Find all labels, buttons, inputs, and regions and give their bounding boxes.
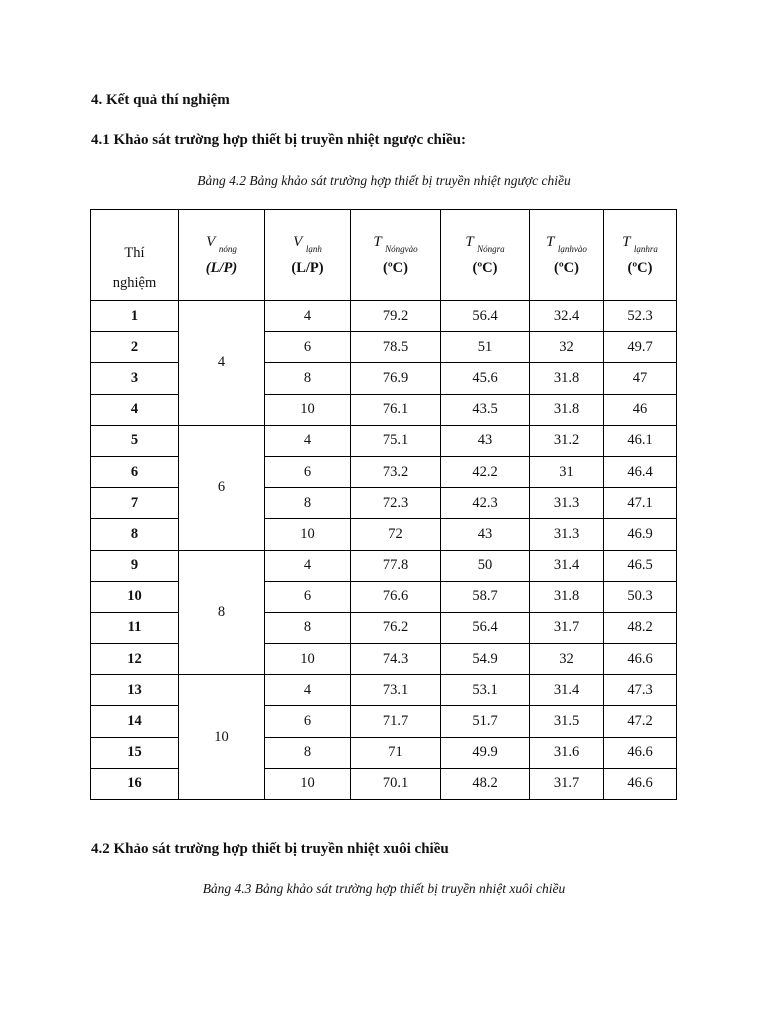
table-row [91,332,677,363]
cell-v-lanh: 10 [265,394,351,425]
cell-v-lanh: 4 [265,301,351,332]
cell-t-nong-ra: 56.4 [441,612,530,643]
cell-v-lanh: 8 [265,737,351,768]
cell-t-lanh-ra: 46.1 [604,425,677,456]
cell-experiment-number: 5 [91,425,179,456]
table-row [91,706,677,737]
table-header-row [91,210,677,301]
header-symbol: T $_{Nóngvào}$ [373,233,418,254]
cell-experiment-number: 6 [91,456,179,487]
cell-v-lanh: 4 [265,675,351,706]
cell-t-nong-vao: 70.1 [351,768,441,799]
cell-t-nong-ra: 58.7 [441,581,530,612]
cell-t-nong-vao: 74.3 [351,644,441,675]
cell-v-lanh: 10 [265,644,351,675]
header-col-2 [265,210,351,301]
table-row [91,675,677,706]
header-col-4 [441,210,530,301]
table-row [91,612,677,643]
header-unit: (ºC) [554,259,579,276]
cell-t-lanh-ra: 48.2 [604,612,677,643]
section-heading: 4. Kết quả thí nghiệm [91,92,230,108]
cell-t-lanh-vao: 32 [530,332,604,363]
header-symbol: V $_{lạnh}$ [293,233,322,254]
cell-t-lanh-vao: 31.7 [530,768,604,799]
cell-t-nong-ra: 42.2 [441,456,530,487]
header-col-3 [351,210,441,301]
header-symbol: T $_{lạnhvào}$ [546,233,587,254]
cell-v-lanh: 10 [265,519,351,550]
cell-v-lanh: 10 [265,768,351,799]
cell-t-lanh-vao: 31.4 [530,675,604,706]
cell-t-nong-vao: 78.5 [351,332,441,363]
cell-t-nong-vao: 71.7 [351,706,441,737]
table-caption-4-3: Bảng 4.3 Bảng khảo sát trường hợp thiết bị truyền nhiệt xuôi chiều [202,881,566,896]
table-row [91,425,677,456]
cell-t-lanh-vao: 31.7 [530,612,604,643]
table-row [91,363,677,394]
table-caption-4-2: Bảng 4.2 Bảng khảo sát trường hợp thiết bị truyền nhiệt ngược chiều [197,173,571,188]
cell-t-lanh-ra: 46.9 [604,519,677,550]
table-row [91,301,677,332]
cell-v-lanh: 4 [265,550,351,581]
cell-t-lanh-ra: 47.2 [604,706,677,737]
cell-experiment-number: 10 [91,581,179,612]
header-col-6 [604,210,677,301]
cell-t-nong-vao: 72.3 [351,488,441,519]
cell-t-nong-vao: 73.2 [351,456,441,487]
cell-t-lanh-vao: 31.8 [530,581,604,612]
cell-t-nong-ra: 43 [441,519,530,550]
table-row [91,456,677,487]
cell-t-nong-ra: 50 [441,550,530,581]
cell-v-lanh: 8 [265,363,351,394]
results-table-counterflow [90,209,677,800]
table-row [91,519,677,550]
cell-t-nong-vao: 79.2 [351,301,441,332]
cell-experiment-number: 2 [91,332,179,363]
cell-experiment-number: 13 [91,675,179,706]
cell-v-lanh: 6 [265,581,351,612]
cell-t-lanh-ra: 46.6 [604,737,677,768]
cell-t-lanh-vao: 31.8 [530,394,604,425]
cell-v-lanh: 4 [265,425,351,456]
header-unit: (ºC) [383,259,408,276]
header-unit: (L/P) [205,259,238,276]
cell-t-lanh-ra: 46.6 [604,644,677,675]
cell-experiment-number: 14 [91,706,179,737]
cell-t-lanh-vao: 31.6 [530,737,604,768]
cell-t-nong-vao: 73.1 [351,675,441,706]
cell-t-nong-vao: 77.8 [351,550,441,581]
header-unit: (L/P) [291,259,324,276]
cell-t-nong-vao: 76.1 [351,394,441,425]
cell-t-lanh-vao: 31.4 [530,550,604,581]
cell-t-lanh-vao: 31 [530,456,604,487]
cell-t-nong-ra: 54.9 [441,644,530,675]
cell-experiment-number: 3 [91,363,179,394]
cell-t-lanh-ra: 47.1 [604,488,677,519]
header-col-5 [530,210,604,301]
table-row [91,394,677,425]
cell-t-nong-vao: 76.2 [351,612,441,643]
table-body [91,301,677,800]
cell-v-nong: 4 [179,301,265,426]
cell-t-nong-vao: 71 [351,737,441,768]
cell-t-lanh-vao: 31.5 [530,706,604,737]
cell-t-lanh-ra: 46 [604,394,677,425]
header-experiment [91,210,179,301]
cell-t-nong-ra: 43 [441,425,530,456]
cell-t-nong-ra: 49.9 [441,737,530,768]
cell-t-nong-ra: 51.7 [441,706,530,737]
table-row [91,581,677,612]
header-unit: (ºC) [627,259,653,276]
cell-experiment-number: 16 [91,768,179,799]
cell-t-nong-vao: 75.1 [351,425,441,456]
cell-experiment-number: 8 [91,519,179,550]
cell-t-lanh-vao: 32 [530,644,604,675]
cell-v-nong: 6 [179,425,265,550]
subsection-heading-counterflow: 4.1 Khảo sát trường hợp thiết bị truyền nhiệt ngược chiều: [91,132,467,148]
cell-t-nong-ra: 42.3 [441,488,530,519]
cell-experiment-number: 7 [91,488,179,519]
header-symbol: V $_{nóng}$ [206,233,237,254]
cell-t-lanh-ra: 47 [604,363,677,394]
cell-v-lanh: 8 [265,612,351,643]
table-row [91,644,677,675]
cell-experiment-number: 9 [91,550,179,581]
subsection-heading-parallelflow: 4.2 Khảo sát trường hợp thiết bị truyền nhiệt xuôi chiều [91,841,449,857]
cell-t-lanh-vao: 31.8 [530,363,604,394]
cell-v-lanh: 8 [265,488,351,519]
cell-t-lanh-ra: 46.6 [604,768,677,799]
header-symbol: T $_{lạnhra}$ [622,233,658,254]
cell-experiment-number: 15 [91,737,179,768]
cell-v-lanh: 6 [265,332,351,363]
cell-t-nong-vao: 76.9 [351,363,441,394]
cell-t-lanh-vao: 31.3 [530,488,604,519]
cell-t-nong-ra: 48.2 [441,768,530,799]
cell-experiment-number: 1 [91,301,179,332]
header-experiment-line2: nghiệm [112,275,157,291]
cell-t-nong-vao: 76.6 [351,581,441,612]
cell-t-lanh-ra: 49.7 [604,332,677,363]
cell-t-nong-ra: 56.4 [441,301,530,332]
cell-t-nong-ra: 45.6 [441,363,530,394]
header-symbol: T $_{Nóngra}$ [465,233,505,254]
cell-t-lanh-ra: 46.5 [604,550,677,581]
cell-v-nong: 8 [179,550,265,675]
cell-v-lanh: 6 [265,706,351,737]
cell-t-lanh-ra: 47.3 [604,675,677,706]
cell-t-lanh-ra: 52.3 [604,301,677,332]
cell-v-nong: 10 [179,675,265,800]
cell-experiment-number: 11 [91,612,179,643]
cell-t-lanh-ra: 46.4 [604,456,677,487]
cell-t-nong-ra: 51 [441,332,530,363]
cell-t-nong-ra: 43.5 [441,394,530,425]
header-experiment-line1: Thí [124,245,145,261]
table-row [91,768,677,799]
cell-v-lanh: 6 [265,456,351,487]
cell-experiment-number: 4 [91,394,179,425]
cell-t-lanh-ra: 50.3 [604,581,677,612]
cell-t-nong-vao: 72 [351,519,441,550]
table-row [91,488,677,519]
cell-t-nong-ra: 53.1 [441,675,530,706]
cell-t-lanh-vao: 31.3 [530,519,604,550]
table-row [91,737,677,768]
header-unit: (ºC) [472,259,498,276]
table-row [91,550,677,581]
cell-experiment-number: 12 [91,644,179,675]
cell-t-lanh-vao: 31.2 [530,425,604,456]
cell-t-lanh-vao: 32.4 [530,301,604,332]
header-col-1 [179,210,265,301]
